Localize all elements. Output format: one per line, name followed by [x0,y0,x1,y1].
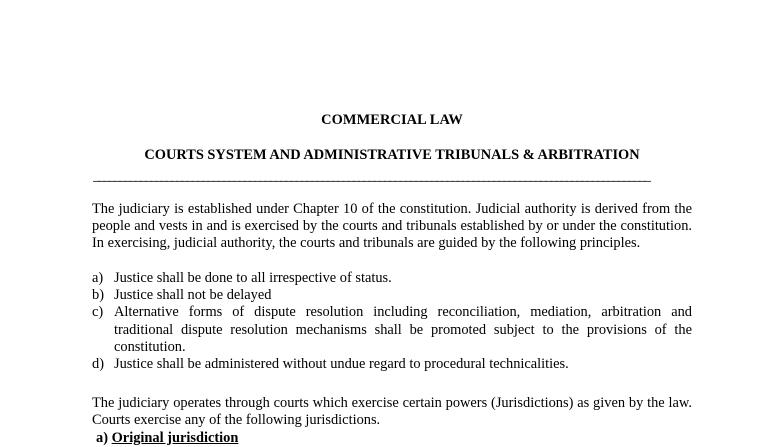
list-marker: d) [92,356,104,373]
jurisdiction-marker: a) [96,430,108,446]
document-subtitle: COURTS SYSTEM AND ADMINISTRATIVE TRIBUNALS & ARBITRATION [144,147,640,163]
jurisdictions-paragraph: The judiciary operates through courts which exercise certain powers (Jurisdictions) as given by the law. Courts exercise any of the following jurisdictions. [92,395,692,429]
intro-paragraph: The judiciary is established under Chapter 10 of the constitution. Judicial authority is derived from the people and vests in and is exercised by the courts and tribunals established by or under the constitution. In exercising, judicial authority, the courts and tribunals are guided by the following principles. [92,201,692,252]
list-item-text: Alternative forms of dispute resolution including reconciliation, mediation, arbitration and traditional dispute resolution mechanisms shall be promoted subject to the provisions of the constitution. [114,304,692,355]
list-marker: c) [92,304,104,321]
list-item-text: Justice shall be administered without undue regard to procedural technicalities. [114,356,569,373]
list-item [92,356,692,373]
list-item [92,304,692,356]
list-marker: a) [92,270,104,286]
list-item-text: Justice shall be done to all irrespective of status. [114,270,392,286]
list-marker: b) [92,287,104,304]
horizontal-rule: ___________________________________________________________________________________________________________ [93,169,649,183]
jurisdiction-heading-text: Original jurisdiction [111,430,239,446]
document-title: COMMERCIAL LAW [321,112,463,128]
principles-list [92,270,692,373]
jurisdiction-heading [96,430,238,447]
list-item [92,287,692,304]
list-item-text: Justice shall not be delayed [114,287,272,304]
list-item [92,270,692,287]
